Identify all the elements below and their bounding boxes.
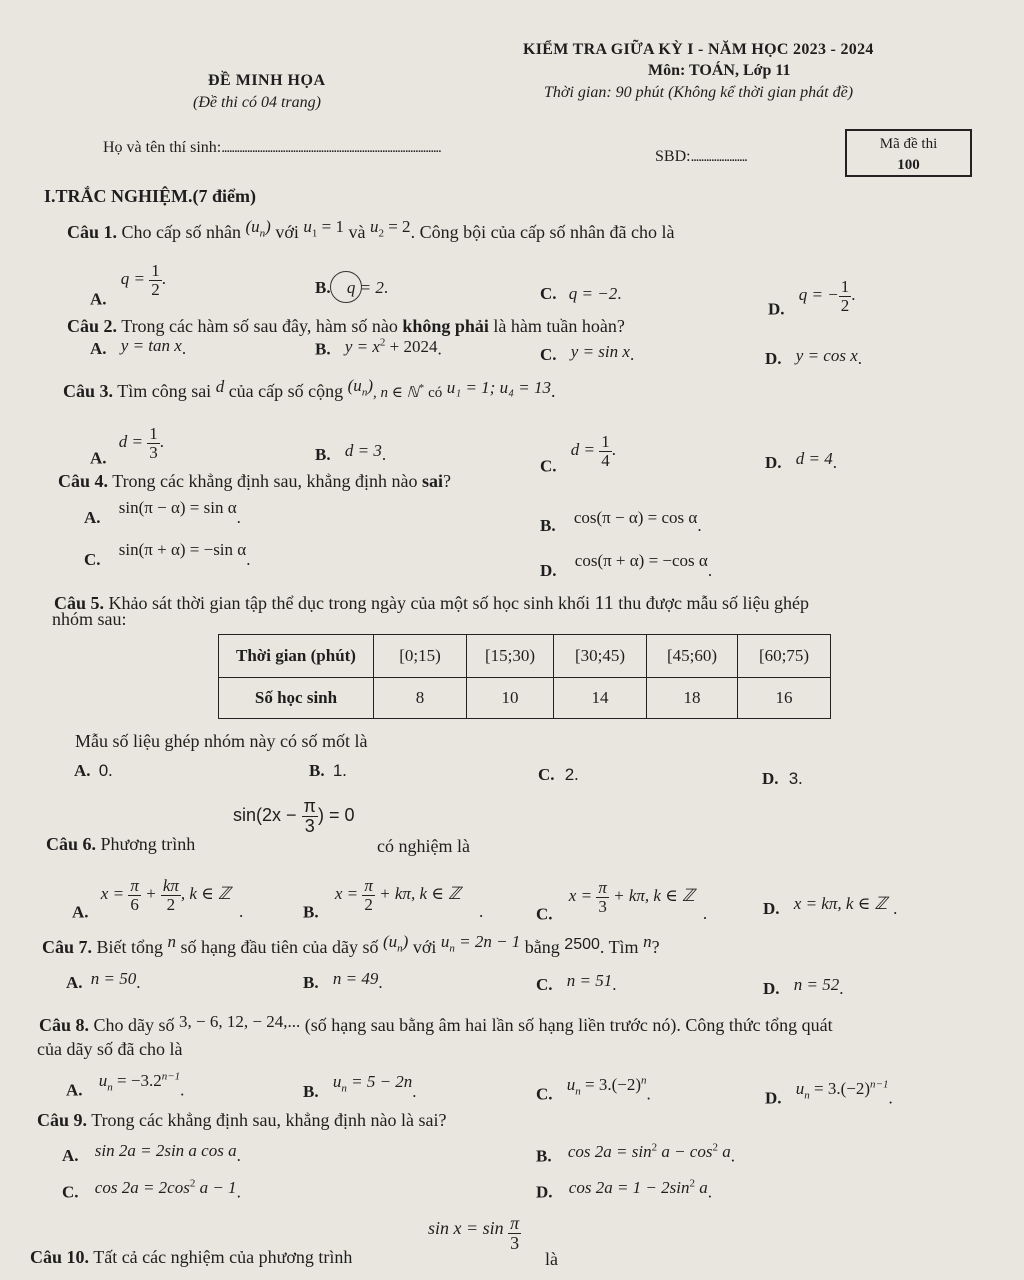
option-4-d[interactable]: D. cos(π + α) = −cos α. bbox=[540, 551, 713, 580]
frequency-table bbox=[218, 634, 831, 719]
exam-code-label: Mã đề thi bbox=[879, 136, 938, 152]
option-4-b[interactable]: B. cos(π − α) = cos α. bbox=[540, 508, 702, 535]
table-cell: 10 bbox=[467, 678, 554, 719]
question-text: Cho cấp số nhân bbox=[121, 222, 241, 242]
question-10-stem: Câu 10. Tất cả các nghiệm của phương trình bbox=[30, 1247, 353, 1267]
question-6-stem: Câu 6. Phương trình bbox=[46, 834, 196, 854]
answer-mark-circle bbox=[330, 271, 362, 303]
question-3-stem: Câu 3. Tìm công sai d của cấp số cộng $(u_n)$, n ∈ ℕ* có u₁ = 1; u₄ = 13. bbox=[63, 376, 556, 401]
option-8-a[interactable]: A. $u_n = -3.2^{n-1}$. bbox=[66, 1070, 185, 1100]
option-1-b[interactable]: B. q = 2. bbox=[315, 278, 389, 297]
sample-exam-label: ĐỀ MINH HỌA bbox=[208, 72, 326, 89]
option-9-c[interactable]: C. $\cos 2a = 2\cos^2$ a − 1. bbox=[62, 1177, 241, 1202]
option-4-a[interactable]: A. sin(π − α) = sin α. bbox=[84, 498, 241, 527]
option-3-b[interactable]: B. d = 3. bbox=[315, 441, 387, 464]
question-8-stem: Câu 8. Cho dãy số 3, − 6, 12, − 24,... (số hạng sau bằng âm hai lần số hạng liền trước nó). Công thức tổng quát bbox=[39, 1012, 833, 1035]
question-5-prompt: Mẫu số liệu ghép nhóm này có số mốt là bbox=[75, 731, 368, 751]
option-6-a[interactable]: A. x = $\frac{\pi}{6}$ + $\frac{k\pi}{2}$ , k ∈ ℤ . bbox=[72, 876, 244, 922]
question-10-stem-cont: là bbox=[545, 1249, 558, 1269]
question-5-stem: Câu 5. Khảo sát thời gian tập thể dục trong ngày của một số học sinh khối 11 thu được mẫu số liệu ghép bbox=[54, 592, 809, 614]
section-title: I.TRẮC NGHIỆM.(7 điểm) bbox=[44, 186, 256, 206]
question-text: với bbox=[275, 222, 299, 242]
question-10-equation: sin x = sin $\frac{\pi}{3}$ bbox=[428, 1213, 520, 1253]
option-9-d[interactable]: D. $\cos 2a = 1 - 2\sin^2$ a. bbox=[536, 1177, 712, 1202]
sbd-row bbox=[655, 148, 747, 166]
option-5-a[interactable]: A. 0. bbox=[74, 761, 113, 780]
time-note: Thời gian: 90 phút (Không kể thời gian phát đề) bbox=[544, 84, 854, 101]
question-6-stem-cont: có nghiệm là bbox=[377, 836, 470, 856]
option-5-b[interactable]: B. 1. bbox=[309, 761, 347, 780]
pages-note: (Đề thi có 04 trang) bbox=[193, 94, 321, 111]
option-2-d[interactable]: D. y = cos x. bbox=[765, 346, 863, 368]
sbd-label: SBD: bbox=[655, 148, 691, 165]
candidate-name-field[interactable]: ...................................................................................... bbox=[221, 140, 441, 156]
exam-code-value: 100 bbox=[897, 157, 920, 173]
sequence-symbol: (u bbox=[245, 217, 260, 236]
option-3-a[interactable]: A. d = $\frac{1}{3}$ . bbox=[90, 424, 165, 468]
table-cell: 16 bbox=[738, 678, 831, 719]
question-1-stem: Câu 1. Cho cấp số nhân $(u_n)$ với $u_1 = 1$ và $u_2 = 2$. Công bội của cấp số nhân đã cho là bbox=[67, 217, 675, 242]
option-9-b[interactable]: B. $\cos 2a = \sin^2 a - \cos^2 a$. bbox=[536, 1141, 735, 1166]
option-4-c[interactable]: C. sin(π + α) = −sin α. bbox=[84, 540, 251, 569]
exam-title: KIỂM TRA GIỮA KỲ I - NĂM HỌC 2023 - 2024 bbox=[523, 41, 874, 58]
table-cell: 8 bbox=[374, 678, 467, 719]
question-5-stem-cont: nhóm sau: bbox=[52, 609, 127, 629]
option-2-a[interactable]: A. y = tan x. bbox=[90, 336, 187, 358]
table-row bbox=[219, 678, 831, 719]
option-6-c[interactable]: C. x = $\frac{\pi}{3}$ + kπ, k ∈ ℤ . bbox=[536, 878, 708, 924]
option-2-c[interactable]: C. y = sin x. bbox=[540, 342, 635, 364]
option-7-b[interactable]: B. n = 49. bbox=[303, 969, 383, 992]
question-text: và bbox=[348, 222, 366, 242]
option-2-b[interactable]: B. $y = x^2 + 2024$. bbox=[315, 336, 442, 359]
option-7-c[interactable]: C. n = 51. bbox=[536, 971, 617, 994]
question-label: Câu 1. bbox=[67, 222, 118, 242]
question-7-stem: Câu 7. Biết tổng n số hạng đầu tiên của dãy số $(u_n)$ với $u_n = 2n - 1$ bằng 2500. Tìm n? bbox=[42, 932, 660, 957]
option-6-d[interactable]: D. x = kπ, k ∈ ℤ . bbox=[763, 894, 898, 918]
table-cell: 14 bbox=[554, 678, 647, 719]
option-3-d[interactable]: D. d = 4. bbox=[765, 449, 838, 472]
option-8-b[interactable]: B. $u_n = 5 - 2n$. bbox=[303, 1072, 417, 1101]
table-cell: [60;75) bbox=[738, 635, 831, 678]
sbd-field[interactable]: ...................... bbox=[690, 149, 747, 165]
option-5-d[interactable]: D. 3. bbox=[762, 769, 803, 788]
table-cell: [30;45) bbox=[554, 635, 647, 678]
table-row bbox=[219, 635, 831, 678]
exam-code-box bbox=[845, 129, 972, 177]
question-2-stem: Câu 2. Trong các hàm số sau đây, hàm số nào không phải là hàm tuần hoàn? bbox=[67, 316, 625, 336]
candidate-name-label: Họ và tên thí sinh: bbox=[103, 139, 222, 156]
question-8-stem-cont: của dãy số đã cho là bbox=[37, 1039, 183, 1059]
option-6-b[interactable]: B. x = $\frac{\pi}{2}$ + kπ, k ∈ ℤ . bbox=[303, 876, 484, 922]
candidate-name-row bbox=[103, 139, 441, 157]
question-text: . Công bội của cấp số nhân đã cho là bbox=[410, 222, 675, 242]
table-cell: [45;60) bbox=[647, 635, 738, 678]
table-cell: 18 bbox=[647, 678, 738, 719]
question-4-stem: Câu 4. Trong các khẳng định sau, khẳng định nào sai? bbox=[58, 471, 452, 491]
option-1-c[interactable]: C. q = −2. bbox=[540, 284, 622, 303]
option-7-a[interactable]: A. n = 50. bbox=[66, 969, 141, 992]
option-8-d[interactable]: D. $u_n = 3.(-2)^{n-1}$. bbox=[765, 1078, 893, 1108]
option-7-d[interactable]: D. n = 52. bbox=[763, 975, 844, 998]
option-5-c[interactable]: C. 2. bbox=[538, 765, 579, 784]
table-cell: [0;15) bbox=[374, 635, 467, 678]
option-3-c[interactable]: C. d = $\frac{1}{4}$ . bbox=[540, 432, 617, 476]
question-9-stem: Câu 9. Trong các khẳng định sau, khẳng định nào là sai? bbox=[37, 1110, 447, 1130]
option-1-a[interactable]: A. q = $\frac{1}{2}$ . bbox=[90, 261, 167, 309]
option-9-a[interactable]: A. sin 2a = 2sin a cos a. bbox=[62, 1141, 241, 1165]
table-header-students: Số học sinh bbox=[219, 678, 374, 719]
subject-line: Môn: TOÁN, Lớp 11 bbox=[648, 62, 791, 79]
option-8-c[interactable]: C. $u_n = 3.(-2)^n$. bbox=[536, 1074, 651, 1104]
question-6-equation: sin(2x − $\frac{\pi}{3}$ ) = 0 bbox=[233, 796, 355, 836]
table-cell: [15;30) bbox=[467, 635, 554, 678]
option-1-d[interactable]: D. q = − $\frac{1}{2}$ . bbox=[768, 277, 856, 319]
table-header-time: Thời gian (phút) bbox=[219, 635, 374, 678]
